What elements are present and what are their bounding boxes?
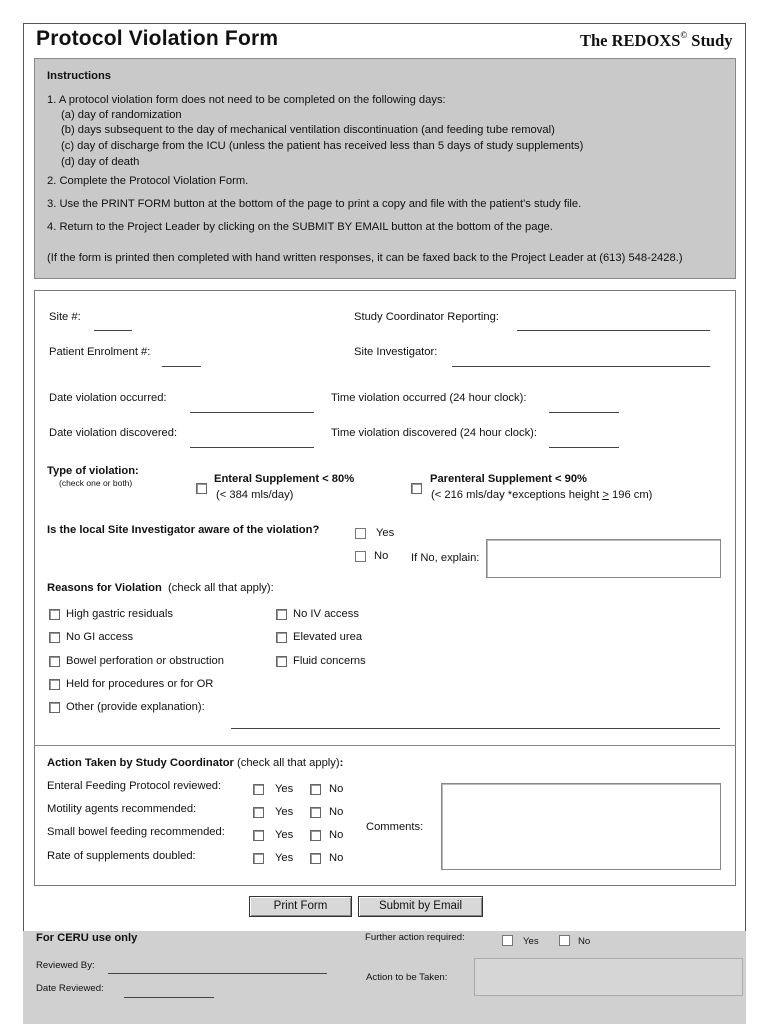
date-discovered-input[interactable] — [190, 447, 314, 448]
study-name: The REDOXS© Study — [580, 30, 733, 50]
comments-label: Comments: — [366, 821, 424, 833]
print-form-button[interactable]: Print Form — [249, 896, 352, 917]
action-yes-checkbox[interactable] — [253, 830, 264, 841]
time-occurred-label: Time violation occurred (24 hour clock): — [331, 392, 527, 404]
reason-label: Elevated urea — [293, 631, 363, 643]
further-action-label: Further action required: — [365, 932, 465, 943]
parenteral-detail: (< 216 mls/day *exceptions height > 196 cm) — [431, 489, 653, 501]
action-no-label: No — [329, 852, 344, 864]
date-occurred-label: Date violation occurred: — [49, 392, 167, 404]
instruction-item: 2. Complete the Protocol Violation Form. — [47, 175, 249, 187]
reasons-heading: Reasons for Violation (check all that apply): — [47, 582, 274, 594]
reason-checkbox[interactable] — [49, 609, 60, 620]
action-label: Rate of supplements doubled: — [47, 850, 196, 862]
enrolment-input[interactable] — [162, 366, 201, 367]
parenteral-checkbox[interactable] — [411, 483, 422, 494]
form-title: Protocol Violation Form — [36, 27, 279, 50]
date-reviewed-input[interactable] — [124, 997, 214, 998]
aware-yes-label: Yes — [376, 527, 395, 539]
ceru-heading: For CERU use only — [36, 932, 138, 944]
action-yes-checkbox[interactable] — [253, 853, 264, 864]
aware-no-checkbox[interactable] — [355, 551, 366, 562]
enteral-detail: (< 384 mls/day) — [216, 489, 294, 501]
reason-checkbox[interactable] — [49, 702, 60, 713]
action-label: Small bowel feeding recommended: — [47, 826, 225, 838]
violation-type-hint: (check one or both) — [59, 478, 133, 488]
reviewed-by-label: Reviewed By: — [36, 960, 95, 971]
parenteral-title: Parenteral Supplement < 90% — [430, 473, 587, 485]
action-label: Motility agents recommended: — [47, 803, 197, 815]
instruction-item: 4. Return to the Project Leader by clicking on the SUBMIT BY EMAIL button at the bottom of the page. — [47, 221, 554, 233]
action-yes-label: Yes — [275, 783, 294, 795]
action-to-be-taken-label: Action to be Taken: — [366, 972, 448, 983]
reason-label: No GI access — [66, 631, 134, 643]
action-no-label: No — [329, 783, 344, 795]
instruction-subitem: (d) day of death — [61, 156, 140, 168]
aware-no-label: No — [374, 550, 389, 562]
actions-heading: Action Taken by Study Coordinator (check all that apply): — [47, 757, 344, 769]
action-yes-label: Yes — [275, 806, 294, 818]
reviewed-by-input[interactable] — [108, 973, 327, 974]
explain-label: If No, explain: — [411, 552, 480, 564]
action-no-checkbox[interactable] — [310, 853, 321, 864]
instructions-heading: Instructions — [47, 70, 112, 82]
explain-textarea[interactable] — [486, 539, 721, 578]
enrolment-label: Patient Enrolment #: — [49, 346, 151, 358]
instruction-item: 1. A protocol violation form does not need to be completed on the following days: — [47, 94, 446, 106]
action-no-checkbox[interactable] — [310, 830, 321, 841]
aware-question: Is the local Site Investigator aware of the violation? — [47, 524, 320, 536]
greater-equal-sign: > — [602, 489, 609, 501]
further-no-label: No — [578, 936, 591, 947]
action-yes-label: Yes — [275, 829, 294, 841]
time-discovered-label: Time violation discovered (24 hour clock): — [331, 427, 538, 439]
coordinator-label: Study Coordinator Reporting: — [354, 311, 499, 323]
reason-label: Held for procedures or for OR — [66, 678, 214, 690]
action-yes-label: Yes — [275, 852, 294, 864]
further-no-checkbox[interactable] — [559, 935, 570, 946]
reason-label: Other (provide explanation): — [66, 701, 205, 713]
action-to-be-taken-textarea[interactable] — [474, 958, 743, 996]
section-divider — [34, 745, 736, 746]
comments-textarea[interactable] — [441, 783, 721, 870]
instruction-subitem: (c) day of discharge from the ICU (unless the patient has received less than 5 days of study supplements) — [61, 140, 584, 152]
action-no-label: No — [329, 829, 344, 841]
reason-checkbox[interactable] — [49, 632, 60, 643]
other-explanation-input[interactable] — [231, 728, 720, 729]
reason-checkbox[interactable] — [276, 656, 287, 667]
date-reviewed-label: Date Reviewed: — [36, 983, 104, 994]
action-no-label: No — [329, 806, 344, 818]
reason-checkbox[interactable] — [49, 679, 60, 690]
action-label: Enteral Feeding Protocol reviewed: — [47, 780, 222, 792]
instruction-item: 3. Use the PRINT FORM button at the bottom of the page to print a copy and file with the patient's study file. — [47, 198, 582, 210]
reason-label: Fluid concerns — [293, 655, 366, 667]
further-yes-label: Yes — [523, 936, 539, 947]
date-discovered-label: Date violation discovered: — [49, 427, 178, 439]
site-input[interactable] — [94, 330, 132, 331]
action-yes-checkbox[interactable] — [253, 807, 264, 818]
enteral-title: Enteral Supplement < 80% — [214, 473, 355, 485]
time-occurred-input[interactable] — [549, 412, 619, 413]
time-discovered-input[interactable] — [549, 447, 619, 448]
reason-checkbox[interactable] — [276, 609, 287, 620]
further-yes-checkbox[interactable] — [502, 935, 513, 946]
violation-type-label: Type of violation: — [47, 465, 139, 477]
investigator-label: Site Investigator: — [354, 346, 438, 358]
instruction-note: (If the form is printed then completed with hand written responses, it can be faxed back to the Project Leader at (613) 548-2428.) — [47, 252, 683, 264]
investigator-input[interactable] — [452, 366, 710, 367]
action-yes-checkbox[interactable] — [253, 784, 264, 795]
coordinator-input[interactable] — [517, 330, 710, 331]
reason-label: High gastric residuals — [66, 608, 173, 620]
reason-checkbox[interactable] — [276, 632, 287, 643]
date-occurred-input[interactable] — [190, 412, 314, 413]
reason-label: No IV access — [293, 608, 359, 620]
instruction-subitem: (b) days subsequent to the day of mechanical ventilation discontinuation (and feeding tube removal) — [61, 124, 555, 136]
enteral-checkbox[interactable] — [196, 483, 207, 494]
reason-label: Bowel perforation or obstruction — [66, 655, 224, 667]
reason-checkbox[interactable] — [49, 656, 60, 667]
submit-email-button[interactable]: Submit by Email — [358, 896, 483, 917]
aware-yes-checkbox[interactable] — [355, 528, 366, 539]
action-no-checkbox[interactable] — [310, 807, 321, 818]
instruction-subitem: (a) day of randomization — [61, 109, 182, 121]
action-no-checkbox[interactable] — [310, 784, 321, 795]
site-label: Site #: — [49, 311, 81, 323]
